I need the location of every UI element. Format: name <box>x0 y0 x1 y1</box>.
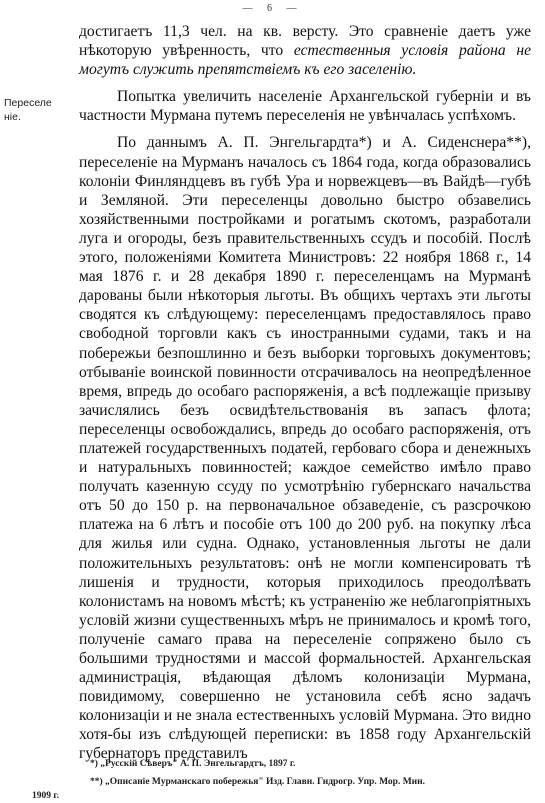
footnote-2-line-2: 1909 г. <box>32 791 59 801</box>
body-text <box>79 22 531 764</box>
footnote-2 <box>32 775 530 803</box>
footnote-2-line-1: **) „Описаніе Мурманскаго побережья" Изд. Главн. Гидрогр. Упр. Мор. Мин. <box>90 777 425 787</box>
paragraph-0-text: достигаетъ 11,3 чел. на кв. версту. Это сравненіе даетъ уже нѣкоторую увѣренность, что <box>79 23 531 60</box>
paragraph-0 <box>79 22 531 79</box>
paragraph-0-emphasis: естественныя условія района не могутъ служить препятствіемъ къ его заселенію. <box>79 42 531 79</box>
margin-note: Переселе ніе. <box>4 97 52 123</box>
footnote-1: *) „Русскій Сѣверъ" А. П. Энгельгардтъ, 1897 г. <box>90 759 296 769</box>
page-number: — 6 — <box>242 3 303 14</box>
paragraph-2: По даннымъ А. П. Энгельгардта*) и А. Сиденснера**), переселеніе на Мурманъ началось съ 1864 года, когда образовались колоніи Финляндцевъ въ губѣ Ура и норвежцевъ—въ Вайдѣ—губѣ и Земляной. Эти переселенцы довольно быстро обзавелись хозяйственными постройками и рогатымъ скотомъ, разработали луга и огороды, безъ правительственныхъ ссудъ и пособій. Послѣ этого, положеніями Комитета Министровъ: 22 ноября 1868 г., 14 мая 1876 г. и 28 декабря 1890 г. переселенцамъ на Мурманѣ дарованы были нѣкоторыя льготы. Въ общихъ чертахъ эти льготы сводятся къ слѣдующему: переселенцамъ предоставлялось право свободной торговли какъ съ иностранными судами, такъ и на побережьи безпошлинно и безъ выборки торговыхъ документовъ; отбываніе воинской повинности отсрачивалось на неопредѣленное время, впредь до особаго распоряженія, а всѣ подлежащіе призыву зачислялись безъ освидѣтельствованія въ запасъ флота; переселенцы освобождались, впредь до особаго распоряженія, отъ платежей государственныхъ податей, гербоваго сбора и денежныхъ и натуральныхъ повинностей; каждое семейство имѣло право получать казенную ссуду по усмотрѣнію губернскаго начальства отъ 50 до 150 р. на первоначальное обзаведеніе, съ разсрочкою платежа на 6 лѣтъ и пособіе отъ 100 до 200 руб. на покупку лѣса для жилья или судна. Однако, установленныя льготы не дали положительныхъ результатовъ: онѣ не могли компенсировать тѣ лишенія и трудности, которыя приходилось преодолѣвать колонистамъ на новомъ мѣстѣ; къ устраненію же неблагопріятныхъ условій жизни существенныхъ мѣръ не принималось и кромѣ того, полученіе самаго права на переселеніе сопряжено было съ большими трудностями и массой формальностей. Архангельская администрація, вѣдающая дѣломъ колонизаціи Мурмана, повидимому, совершенно не установила себѣ ясно задачъ колонизаціи и не знала естественныхъ условій Мурмана. Это видно хотя-бы изъ слѣдующей переписки: въ 1858 году Архангельскій губернаторъ представилъ <box>79 134 531 763</box>
paragraph-1: Попытка увеличить населеніе Архангельской губерніи и въ частности Мурмана путемъ переселенія не увѣнчалась успѣхомъ. <box>79 88 531 125</box>
